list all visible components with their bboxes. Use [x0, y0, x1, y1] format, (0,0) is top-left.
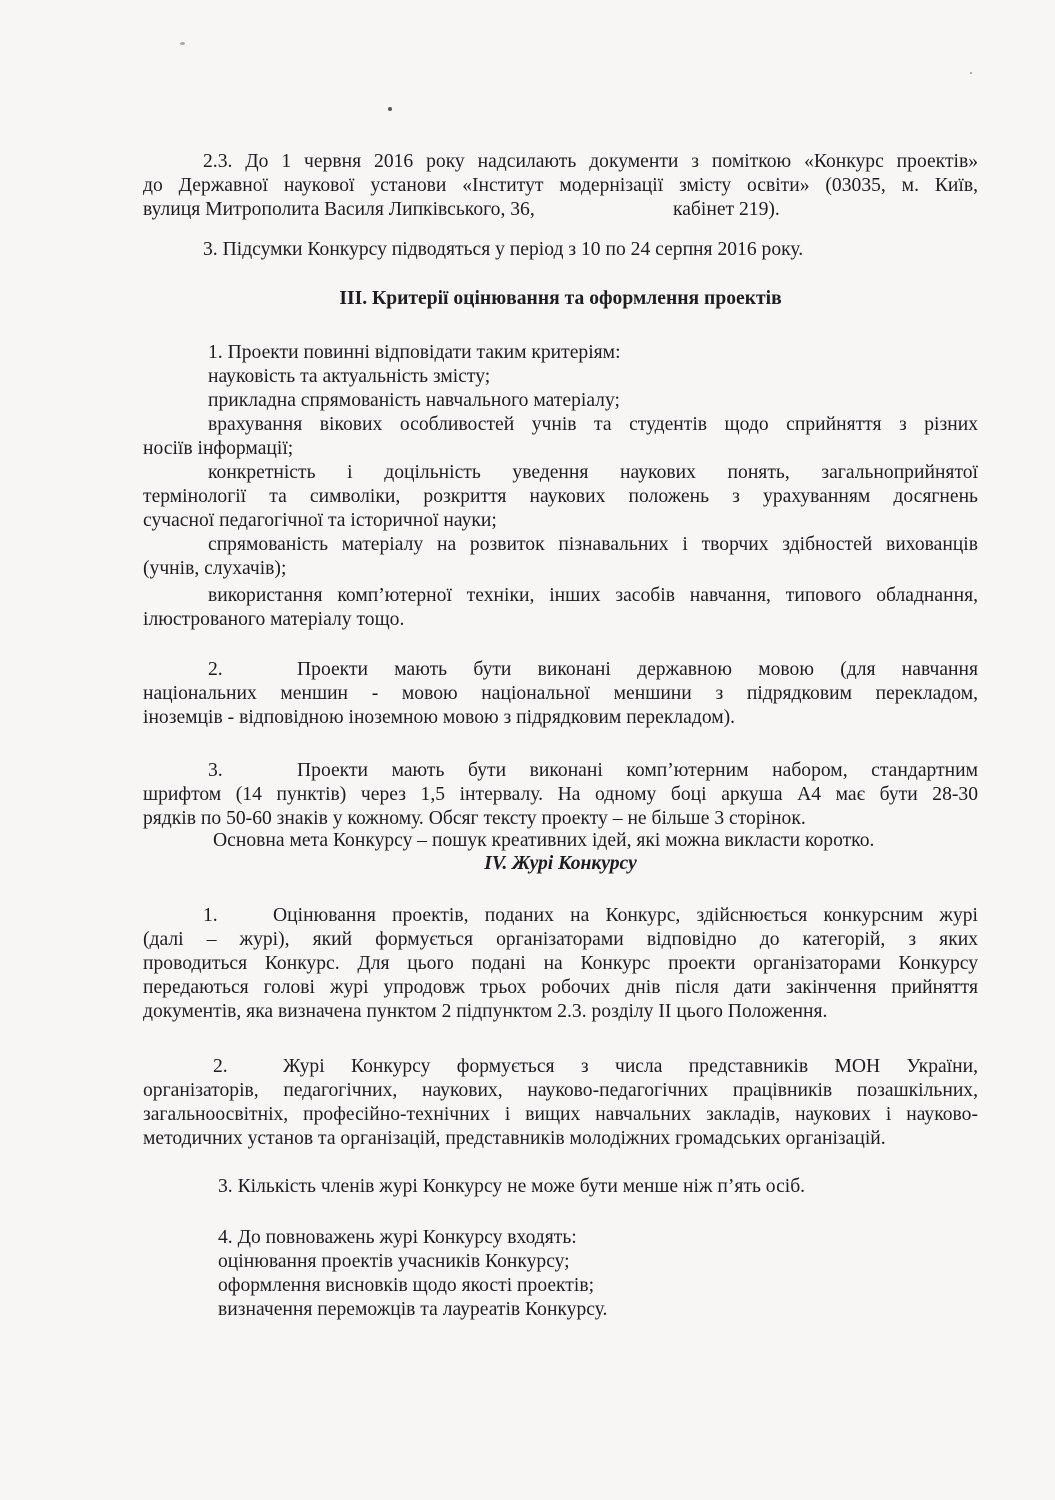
- item-2-3-line1: 2.3. До 1 червня 2016 року надсилають документи з поміткою «Конкурс проектів»: [203, 151, 978, 172]
- item-3-3-line1: Проекти мають бути виконані комп’ютерним набором, стандартним: [297, 760, 978, 781]
- criterion-5-line2: (учнів, слухачів);: [143, 558, 287, 579]
- item-3-2-line1: Проекти мають бути виконані державною мовою (для навчання: [297, 659, 978, 680]
- criterion-6-line1: використання комп’ютерної техніки, інших засобів навчання, типового обладнання,: [208, 585, 978, 606]
- item-4-2-line2: організаторів, педагогічних, наукових, науково-педагогічних працівників позашкільних,: [143, 1080, 978, 1101]
- scan-speck: [180, 42, 185, 45]
- item-4-1-line5: документів, яка визначена пунктом 2 підпунктом 2.3. розділу II цього Положення.: [143, 1001, 828, 1022]
- criterion-2: прикладна спрямованість навчального матеріалу;: [208, 390, 620, 411]
- item-4-2-line1: Журі Конкурсу формується з числа представників МОН України,: [283, 1056, 978, 1077]
- item-2-3-line2: до Державної наукової установи «Інститут модернізації змісту освіти» (03035, м. Київ,: [143, 175, 978, 196]
- criterion-4-line2: термінології та символіки, розкриття наукових положень з урахуванням досягнень: [143, 486, 978, 507]
- criterion-4-line3: сучасної педагогічної та історичної науки;: [143, 510, 497, 531]
- address-text: вулиця Митрополита Василя Липківського, 36,: [143, 199, 535, 220]
- criterion-4-line1: конкретність і доцільність уведення наукових понять, загальноприйнятої: [208, 462, 978, 483]
- item-3-3-line2: шрифтом (14 пунктів) через 1,5 інтервалу. На одному боці аркуша А4 має бути 28-30: [143, 784, 978, 805]
- item-4-1-line2: (далі – журі), який формується організаторами відповідно до категорій, з яких: [143, 929, 978, 950]
- contest-goal: Основна мета Конкурсу – пошук креативних ідей, які можна викласти коротко.: [213, 830, 875, 851]
- criterion-3-line1: врахування вікових особливостей учнів та студентів щодо сприйняття з різних: [208, 414, 978, 435]
- power-3: визначення переможців та лауреатів Конкурсу.: [218, 1299, 608, 1320]
- section-3-heading: III. Критерії оцінювання та оформлення проектів: [339, 288, 782, 309]
- item-4-1-line4: передаються голові журі упродовж трьох робочих днів після дати закінчення прийняття: [143, 977, 978, 998]
- item-4-2-number: 2.: [213, 1056, 228, 1077]
- summary-dates: 3. Підсумки Конкурсу підводяться у період з 10 по 24 серпня 2016 року.: [203, 239, 804, 260]
- item-3-3-number: 3.: [208, 760, 223, 781]
- criterion-5-line1: спрямованість матеріалу на розвиток пізнавальних і творчих здібностей вихованців: [208, 534, 978, 555]
- item-4-2-line4: методичних установ та організацій, представників молодіжних громадських організацій.: [143, 1128, 886, 1149]
- item-4-3: 3. Кількість членів журі Конкурсу не може бути менше ніж п’ять осіб.: [218, 1176, 806, 1197]
- item-4-1-number: 1.: [203, 905, 218, 926]
- item-3-2-number: 2.: [208, 659, 223, 680]
- power-2: оформлення висновків щодо якості проектів;: [218, 1275, 595, 1296]
- criterion-1: науковість та актуальність змісту;: [208, 366, 491, 387]
- power-1: оцінювання проектів учасників Конкурсу;: [218, 1251, 570, 1272]
- item-4-1-line3: проводиться Конкурс. Для цього подані на Конкурс проекти організаторами Конкурсу: [143, 953, 978, 974]
- item-4-4-intro: 4. До повноважень журі Конкурсу входять:: [218, 1227, 577, 1248]
- item-2-3-line3: [143, 198, 978, 223]
- section-4-heading: IV. Журі Конкурсу: [484, 853, 637, 874]
- item-3-2-line3: іноземців - відповідною іноземною мовою з підрядковим перекладом).: [143, 707, 736, 728]
- scan-speck: [970, 72, 972, 74]
- room-text: кабінет 219).: [673, 199, 780, 220]
- item-3-2-line2: національних меншин - мовою національної меншини з підрядковим перекладом,: [143, 683, 978, 704]
- item-4-1-line1: Оцінювання проектів, поданих на Конкурс, здійснюється конкурсним журі: [273, 905, 978, 926]
- criteria-intro: 1. Проекти повинні відповідати таким критеріям:: [208, 342, 621, 363]
- criterion-6-line2: ілюстрованого матеріалу тощо.: [143, 609, 405, 630]
- scan-speck: [388, 107, 392, 111]
- item-3-3-line3: рядків по 50-60 знаків у кожному. Обсяг тексту проекту – не більше 3 сторінок.: [143, 808, 806, 829]
- criterion-3-line2: носіїв інформації;: [143, 438, 294, 459]
- item-4-2-line3: загальноосвітніх, професійно-технічних і вищих навчальних закладів, наукових і науково-: [143, 1104, 978, 1125]
